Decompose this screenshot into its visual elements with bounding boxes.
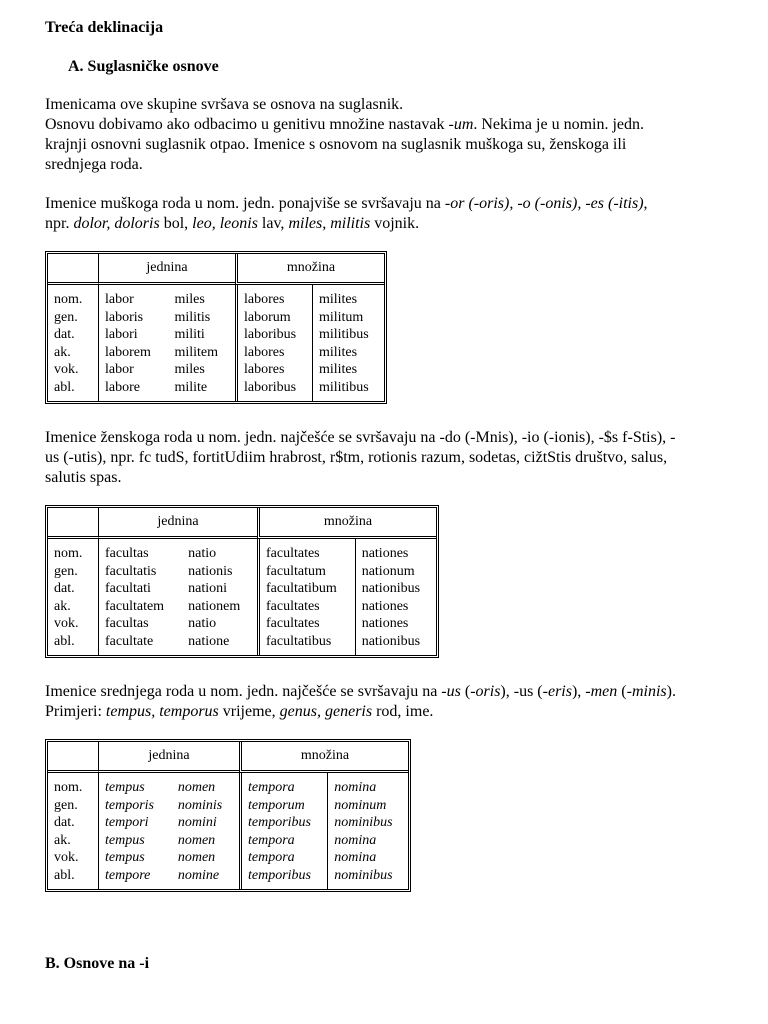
declension-form: temporum: [248, 797, 305, 813]
feminine-line: Imenice ženskoga roda u nom. jedn. najčešće se svršavaju na -do (-Mnis), -io (-ionis), -$s f-Stis), -: [45, 429, 676, 446]
declension-form: militibus: [318, 379, 369, 395]
declension-form: tempus: [105, 780, 145, 795]
neuter-paragraph: [45, 682, 735, 722]
plural-column-1: [235, 285, 312, 401]
declension-table-feminine: [45, 505, 439, 658]
neuter-line: Imenice srednjega roda u nom. jedn. najčešće se svršavaju na -us (-oris), -us (-eris), -men (-minis).: [45, 683, 676, 700]
declension-form: facultates: [266, 598, 320, 614]
header-plural: množina: [257, 508, 436, 539]
plural-column-2: [355, 539, 436, 655]
declension-form: facultati: [105, 581, 151, 597]
masculine-line: Imenice muškoga roda u nom. jedn. ponajviše se svršavaju na -or (-oris), -o (-onis), -es (-itis),: [45, 195, 648, 212]
declension-form: nationibus: [361, 581, 421, 597]
declension-table-neuter: [45, 739, 411, 892]
declension-form: natio: [188, 616, 217, 632]
case-label: nom.: [54, 780, 83, 795]
declension-form: labores: [244, 344, 285, 360]
declension-form: facultatem: [105, 598, 165, 614]
table-corner: [48, 742, 98, 773]
plural-column-2: [312, 285, 384, 401]
header-singular: jednina: [98, 742, 239, 773]
declension-form: laborum: [244, 309, 291, 325]
feminine-line: salutis spas.: [45, 469, 122, 486]
case-label: abl.: [54, 379, 75, 395]
singular-column-1: [98, 285, 168, 401]
table-corner: [48, 254, 98, 285]
declension-form: facultas: [105, 546, 149, 561]
plural-column-1: [239, 773, 327, 889]
declension-form: temporibus: [248, 815, 311, 831]
declension-form: tempus: [105, 832, 145, 848]
declension-form: nomina: [334, 850, 377, 866]
declension-form: nationi: [188, 581, 228, 597]
case-label: vok.: [54, 362, 79, 378]
declension-form: labori: [105, 327, 138, 343]
declension-form: natio: [188, 546, 217, 561]
declension-form: milite: [174, 379, 208, 395]
header-plural: množina: [235, 254, 384, 285]
declension-form: nomen: [177, 850, 216, 866]
declension-form: tempore: [105, 867, 151, 883]
declension-form: nominibus: [334, 867, 393, 883]
declension-form: miles: [174, 292, 205, 307]
case-label: gen.: [54, 797, 78, 813]
declension-form: nominibus: [334, 815, 393, 831]
case-label: nom.: [54, 546, 83, 561]
singular-column-1: [98, 773, 172, 889]
declension-form: nationem: [188, 598, 241, 614]
declension-form: nomen: [177, 780, 216, 795]
declension-form: nationis: [188, 563, 233, 579]
page-title: Treća deklinacija: [45, 19, 164, 36]
singular-column-1: [98, 539, 182, 655]
case-label: gen.: [54, 309, 78, 325]
declension-form: laboribus: [244, 327, 297, 343]
case-label: ak.: [54, 832, 71, 848]
case-column: [48, 539, 98, 655]
plural-column-2: [327, 773, 408, 889]
section-a-heading: A. Suglasničke osnove: [68, 58, 219, 75]
declension-form: militis: [174, 309, 211, 325]
declension-form: facultatis: [105, 563, 157, 579]
declension-form: labores: [244, 292, 285, 307]
case-label: abl.: [54, 867, 75, 883]
case-label: ak.: [54, 598, 71, 614]
declension-form: nominis: [177, 797, 223, 813]
declension-form: labores: [244, 362, 285, 378]
declension-form: milites: [318, 292, 358, 307]
case-label: dat.: [54, 327, 75, 343]
header-plural: množina: [239, 742, 408, 773]
singular-column-2: [172, 773, 239, 889]
declension-form: natione: [188, 633, 230, 649]
declension-form: labor: [105, 292, 134, 307]
intro-paragraph: [45, 95, 735, 175]
feminine-line: us (-utis), npr. fc tudS, fortitUdiim hrabrost, r$tm, rotionis razum, sodetas, cižtStis društvo, salus,: [45, 449, 668, 466]
declension-form: nationum: [361, 563, 415, 579]
case-label: ak.: [54, 344, 71, 360]
intro-line: Osnovu dobivamo ako odbacimo u genitivu množine nastavak -um. Nekima je u nomin. jedn.: [45, 116, 645, 133]
declension-form: nationes: [361, 598, 409, 614]
declension-form: laboris: [105, 309, 144, 325]
declension-form: nationibus: [361, 633, 421, 649]
declension-form: facultate: [105, 633, 154, 649]
declension-form: nomina: [334, 832, 377, 848]
declension-form: facultates: [266, 546, 320, 561]
masculine-line: npr. dolor, doloris bol, leo, leonis lav, miles, militis vojnik.: [45, 215, 420, 232]
declension-form: tempora: [248, 780, 295, 795]
declension-form: militi: [174, 327, 205, 343]
case-label: vok.: [54, 850, 79, 866]
case-label: dat.: [54, 581, 75, 597]
header-singular: jednina: [98, 254, 235, 285]
feminine-paragraph: [45, 428, 735, 488]
declension-form: nationes: [361, 616, 409, 632]
singular-column-2: [182, 539, 257, 655]
declension-form: militibus: [318, 327, 369, 343]
declension-form: labor: [105, 362, 134, 378]
declension-form: facultates: [266, 616, 320, 632]
case-label: vok.: [54, 616, 79, 632]
declension-form: tempora: [248, 850, 295, 866]
section-b-heading: B. Osnove na -i: [45, 955, 150, 972]
declension-form: militum: [318, 309, 364, 325]
declension-table-masculine: [45, 251, 387, 404]
declension-form: tempora: [248, 832, 295, 848]
case-label: dat.: [54, 815, 75, 831]
case-label: gen.: [54, 563, 78, 579]
case-label: nom.: [54, 292, 83, 307]
declension-form: milites: [318, 362, 358, 378]
plural-column-1: [257, 539, 355, 655]
case-column: [48, 285, 98, 401]
declension-form: facultatibum: [266, 581, 337, 597]
singular-column-2: [168, 285, 235, 401]
declension-form: nationes: [361, 546, 409, 561]
declension-form: tempus: [105, 850, 145, 866]
declension-form: nominum: [334, 797, 387, 813]
declension-form: miles: [174, 362, 205, 378]
masculine-paragraph: [45, 194, 735, 234]
declension-form: laboribus: [244, 379, 297, 395]
declension-form: milites: [318, 344, 358, 360]
declension-form: temporibus: [248, 867, 311, 883]
declension-form: nomini: [177, 815, 217, 831]
intro-line: krajnji osnovni suglasnik otpao. Imenice s osnovom na suglasnik muškoga su, ženskoga ili: [45, 136, 627, 153]
intro-line: srednjega roda.: [45, 156, 143, 173]
declension-form: nomina: [334, 780, 377, 795]
declension-form: nomine: [177, 867, 220, 883]
declension-form: militem: [174, 344, 219, 360]
header-singular: jednina: [98, 508, 257, 539]
neuter-line: Primjeri: tempus, temporus vrijeme, genus, generis rod, ime.: [45, 703, 434, 720]
declension-form: temporis: [105, 797, 154, 813]
declension-form: facultas: [105, 616, 149, 632]
case-column: [48, 773, 98, 889]
declension-form: labore: [105, 379, 140, 395]
table-corner: [48, 508, 98, 539]
declension-form: tempori: [105, 815, 149, 831]
case-label: abl.: [54, 633, 75, 649]
intro-line: Imenicama ove skupine svršava se osnova na suglasnik.: [45, 96, 404, 113]
declension-form: nomen: [177, 832, 216, 848]
declension-form: facultatum: [266, 563, 326, 579]
declension-form: facultatibus: [266, 633, 332, 649]
declension-form: laborem: [105, 344, 151, 360]
